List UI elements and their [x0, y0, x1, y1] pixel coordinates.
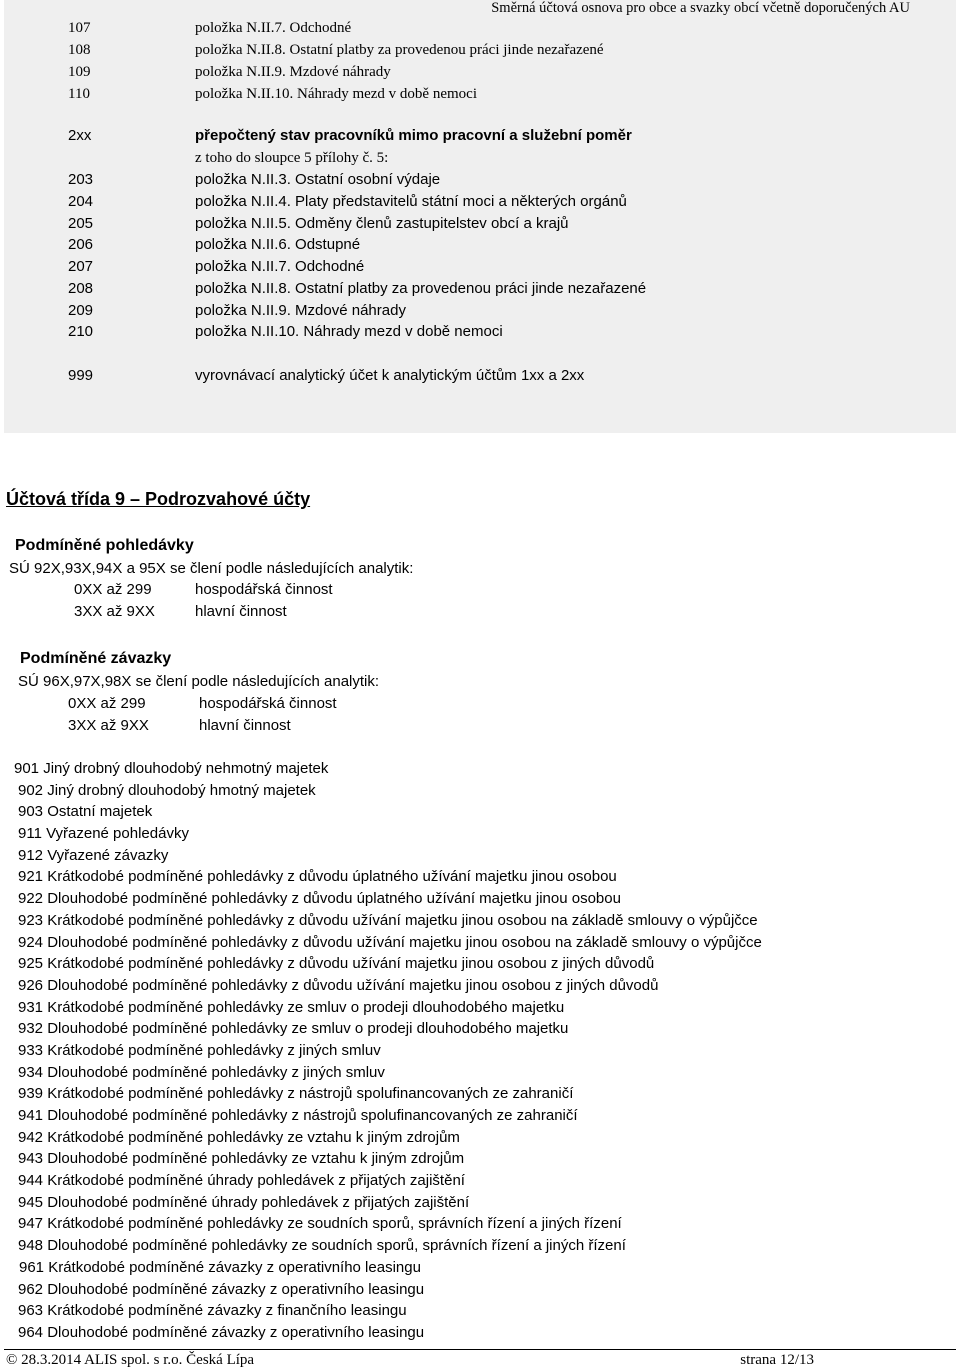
- group-subheading: z toho do sloupce 5 přílohy č. 5:: [195, 150, 389, 166]
- list-item: 964 Dlouhodobé podmíněné závazky z operativního leasingu: [18, 1323, 425, 1341]
- receivables-intro: SÚ 92X,93X,94X a 95X se člení podle následujících analytik:: [9, 560, 414, 577]
- analytic-label: hlavní činnost: [195, 603, 287, 620]
- receivables-title: Podmíněné pohledávky: [15, 537, 194, 554]
- list-item: 924 Dlouhodobé podmíněné pohledávky z důvodu užívání majetku jinou osobou na základě smlouvy o výpůjčce: [18, 933, 762, 951]
- analytic-range: 3XX až 9XX: [68, 717, 149, 734]
- account-text: položka N.II.7. Odchodné: [195, 258, 365, 275]
- list-item: 943 Dlouhodobé podmíněné pohledávky ze vztahu k jiným zdrojům: [18, 1150, 465, 1168]
- list-item: 961 Krátkodobé podmíněné závazky z operativního leasingu: [19, 1258, 421, 1276]
- account-text: položka N.II.7. Odchodné: [195, 20, 352, 36]
- account-list: [14, 758, 762, 1344]
- list-item: 901 Jiný drobný dlouhodobý nehmotný majetek: [14, 760, 329, 777]
- list-item: 945 Dlouhodobé podmíněné úhrady pohledávek z přijatých zajištění: [18, 1193, 470, 1211]
- liabilities-intro: SÚ 96X,97X,98X se člení podle následujících analytik:: [18, 673, 380, 690]
- analytic-range: 0XX až 299: [68, 695, 146, 712]
- analytic-range: 3XX až 9XX: [74, 603, 155, 620]
- list-item: 902 Jiný drobný dlouhodobý hmotný majetek: [18, 781, 316, 799]
- account-number: 107: [68, 20, 91, 36]
- account-text: položka N.II.8. Ostatní platby za provedenou práci jinde nezařazené: [195, 280, 647, 297]
- analytic-label: hlavní činnost: [199, 717, 291, 734]
- account-text: položka N.II.10. Náhrady mezd v době nemoci: [195, 86, 477, 102]
- account-number: 204: [68, 193, 94, 210]
- list-item: 934 Dlouhodobé podmíněné pohledávky z jiných smluv: [18, 1063, 385, 1081]
- analytic-label: hospodářská činnost: [199, 695, 337, 712]
- list-item: 939 Krátkodobé podmíněné pohledávky z nástrojů spolufinancovaných ze zahraničí: [18, 1085, 574, 1103]
- account-number: 207: [68, 258, 94, 275]
- account-text: položka N.II.4. Platy představitelů státní moci a některých orgánů: [195, 193, 627, 210]
- account-text: položka N.II.8. Ostatní platby za provedenou práci jinde nezařazené: [195, 42, 604, 58]
- account-number: 209: [68, 302, 94, 319]
- footer-divider: [4, 1349, 956, 1350]
- list-item: 923 Krátkodobé podmíněné pohledávky z důvodu užívání majetku jinou osobou na základě smlouvy o výpůjčce: [18, 911, 758, 929]
- account-text: vyrovnávací analytický účet k analytickým účtům 1xx a 2xx: [195, 367, 585, 384]
- list-item: 925 Krátkodobé podmíněné pohledávky z důvodu užívání majetku jinou osobou z jiných důvodů: [18, 955, 655, 973]
- account-number: 203: [68, 171, 94, 188]
- list-item: 926 Dlouhodobé podmíněné pohledávky z důvodu užívání majetku jinou osobou z jiných důvodů: [18, 976, 659, 994]
- analytic-range: 0XX až 299: [74, 581, 152, 598]
- group-heading: přepočtený stav pracovníků mimo pracovní a služební poměr: [195, 127, 632, 144]
- account-text: položka N.II.9. Mzdové náhrady: [195, 64, 391, 80]
- account-number: 210: [68, 323, 94, 340]
- account-number: 208: [68, 280, 94, 297]
- page-header-title: Směrná účtová osnova pro obce a svazky obcí včetně doporučených AU: [491, 0, 910, 16]
- list-item: 947 Krátkodobé podmíněné pohledávky ze soudních sporů, správních řízení a jiných řízení: [18, 1215, 622, 1233]
- account-text: položka N.II.9. Mzdové náhrady: [195, 302, 406, 319]
- account-number: 109: [68, 64, 91, 80]
- footer-copyright: © 28.3.2014 ALIS spol. s r.o. Česká Lípa: [6, 1352, 255, 1368]
- list-item: 941 Dlouhodobé podmíněné pohledávky z nástrojů spolufinancovaných ze zahraničí: [18, 1107, 578, 1124]
- section-title: Účtová třída 9 – Podrozvahové účty: [6, 489, 311, 509]
- account-number: 205: [68, 215, 94, 232]
- list-item: 963 Krátkodobé podmíněné závazky z finančního leasingu: [18, 1302, 407, 1320]
- list-item: 948 Dlouhodobé podmíněné pohledávky ze soudních sporů, správních řízení a jiných řízení: [18, 1237, 626, 1255]
- account-text: položka N.II.10. Náhrady mezd v době nemoci: [195, 323, 503, 340]
- account-number: 999: [68, 367, 94, 384]
- list-item: 912 Vyřazené závazky: [18, 846, 169, 864]
- account-text: položka N.II.6. Odstupné: [195, 236, 361, 253]
- liabilities-title: Podmíněné závazky: [20, 650, 172, 667]
- account-text: položka N.II.3. Ostatní osobní výdaje: [195, 171, 441, 188]
- list-item: 911 Vyřazené pohledávky: [18, 825, 189, 843]
- footer-page-number: strana 12/13: [740, 1352, 814, 1368]
- list-item: 933 Krátkodobé podmíněné pohledávky z jiných smluv: [18, 1041, 381, 1059]
- account-text: položka N.II.5. Odměny členů zastupitelstev obcí a krajů: [195, 215, 569, 232]
- list-item: 932 Dlouhodobé podmíněné pohledávky ze smluv o prodeji dlouhodobého majetku: [18, 1020, 569, 1038]
- list-item: 903 Ostatní majetek: [18, 803, 153, 821]
- analytic-label: hospodářská činnost: [195, 581, 333, 598]
- list-item: 922 Dlouhodobé podmíněné pohledávky z důvodu úplatného užívání majetku jinou osobou: [18, 890, 621, 908]
- account-number: 206: [68, 236, 94, 253]
- group-number: 2xx: [68, 127, 92, 144]
- list-item: 942 Krátkodobé podmíněné pohledávky ze vztahu k jiným zdrojům: [18, 1128, 460, 1146]
- list-item: 921 Krátkodobé podmíněné pohledávky z důvodu úplatného užívání majetku jinou osobou: [18, 868, 617, 886]
- account-number: 110: [68, 86, 90, 102]
- list-item: 962 Dlouhodobé podmíněné závazky z operativního leasingu: [18, 1280, 425, 1298]
- account-number: 108: [68, 42, 91, 58]
- list-item: 944 Krátkodobé podmíněné úhrady pohledávek z přijatých zajištění: [18, 1172, 465, 1190]
- list-item: 931 Krátkodobé podmíněné pohledávky ze smluv o prodeji dlouhodobého majetku: [18, 998, 565, 1016]
